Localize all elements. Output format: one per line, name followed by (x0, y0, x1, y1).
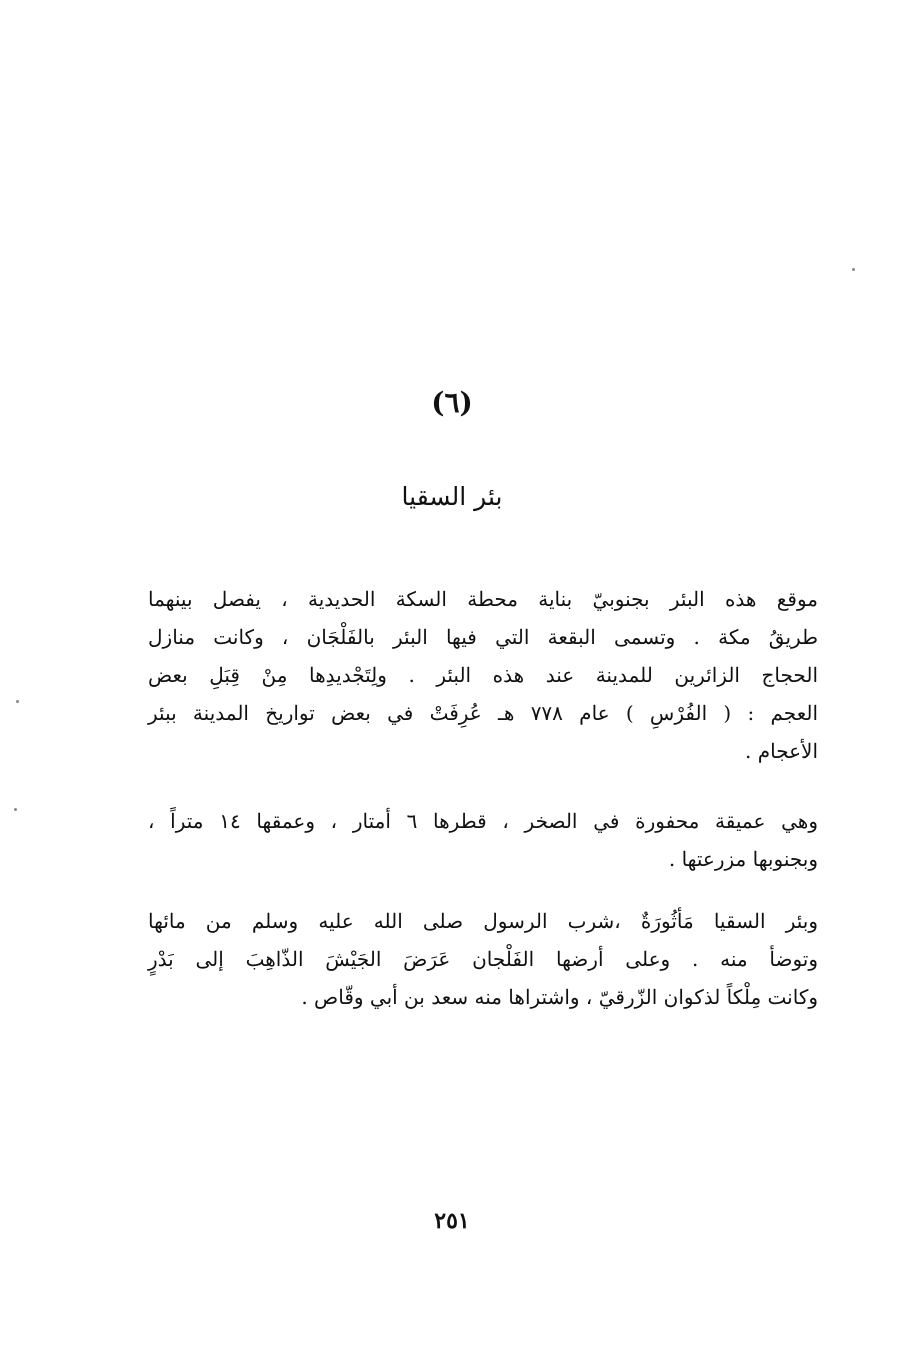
paragraph-1-line-3: الحجاج الزائرين للمدينة عند هذه البئر . ولِتَجْديدِها مِنْ قِبَلِ بعض (148, 663, 818, 687)
page-number: ٢٥١ (434, 1208, 470, 1234)
paragraph-2 (148, 802, 818, 878)
paragraph-2-line-2: وبجنوبها مزرعتها . (668, 847, 818, 871)
paragraph-1-line-1: موقع هذه البئر بجنوبيّ بناية محطة السكة الحديدية ، يفصل بينهما (148, 587, 818, 611)
scan-speck (852, 268, 855, 271)
paragraph-1 (148, 580, 818, 770)
scan-speck (16, 700, 19, 703)
section-title: بئر السقيا (401, 482, 503, 511)
paragraph-1-line-2: طريقُ مكة . وتسمى البقعة التي فيها البئر بالفَلْجَان ، وكانت منازل (148, 625, 818, 649)
paragraph-1-line-5: الأعجام . (745, 739, 818, 763)
chapter-number: (٦) (431, 386, 473, 419)
scan-speck (14, 808, 17, 811)
paragraph-1-line-4: العجم : ( الفُرْسِ ) عام ٧٧٨ هـ عُرِفَتْ في بعض تواريخ المدينة ببئر (148, 701, 819, 725)
paragraph-3-line-1: وبئر السقيا مَأثُورَةٌ ،شرب الرسول صلى الله عليه وسلم من مائها (148, 909, 818, 933)
paragraph-3 (148, 902, 818, 1016)
paragraph-2-line-1: وهي عميقة محفورة في الصخر ، قطرها ٦ أمتار ، وعمقها ١٤ متراً ، (148, 809, 818, 833)
paragraph-3-line-3: وكانت مِلْكاً لذكوان الزّرقيّ ، واشتراها منه سعد بن أبي وقّاص . (301, 985, 818, 1009)
paragraph-3-line-2: وتوضأ منه . وعلى أرضها الفَلْجان عَرَضَ الجَيْشَ الذّاهِبَ إلى بَدْرٍ (148, 947, 818, 971)
